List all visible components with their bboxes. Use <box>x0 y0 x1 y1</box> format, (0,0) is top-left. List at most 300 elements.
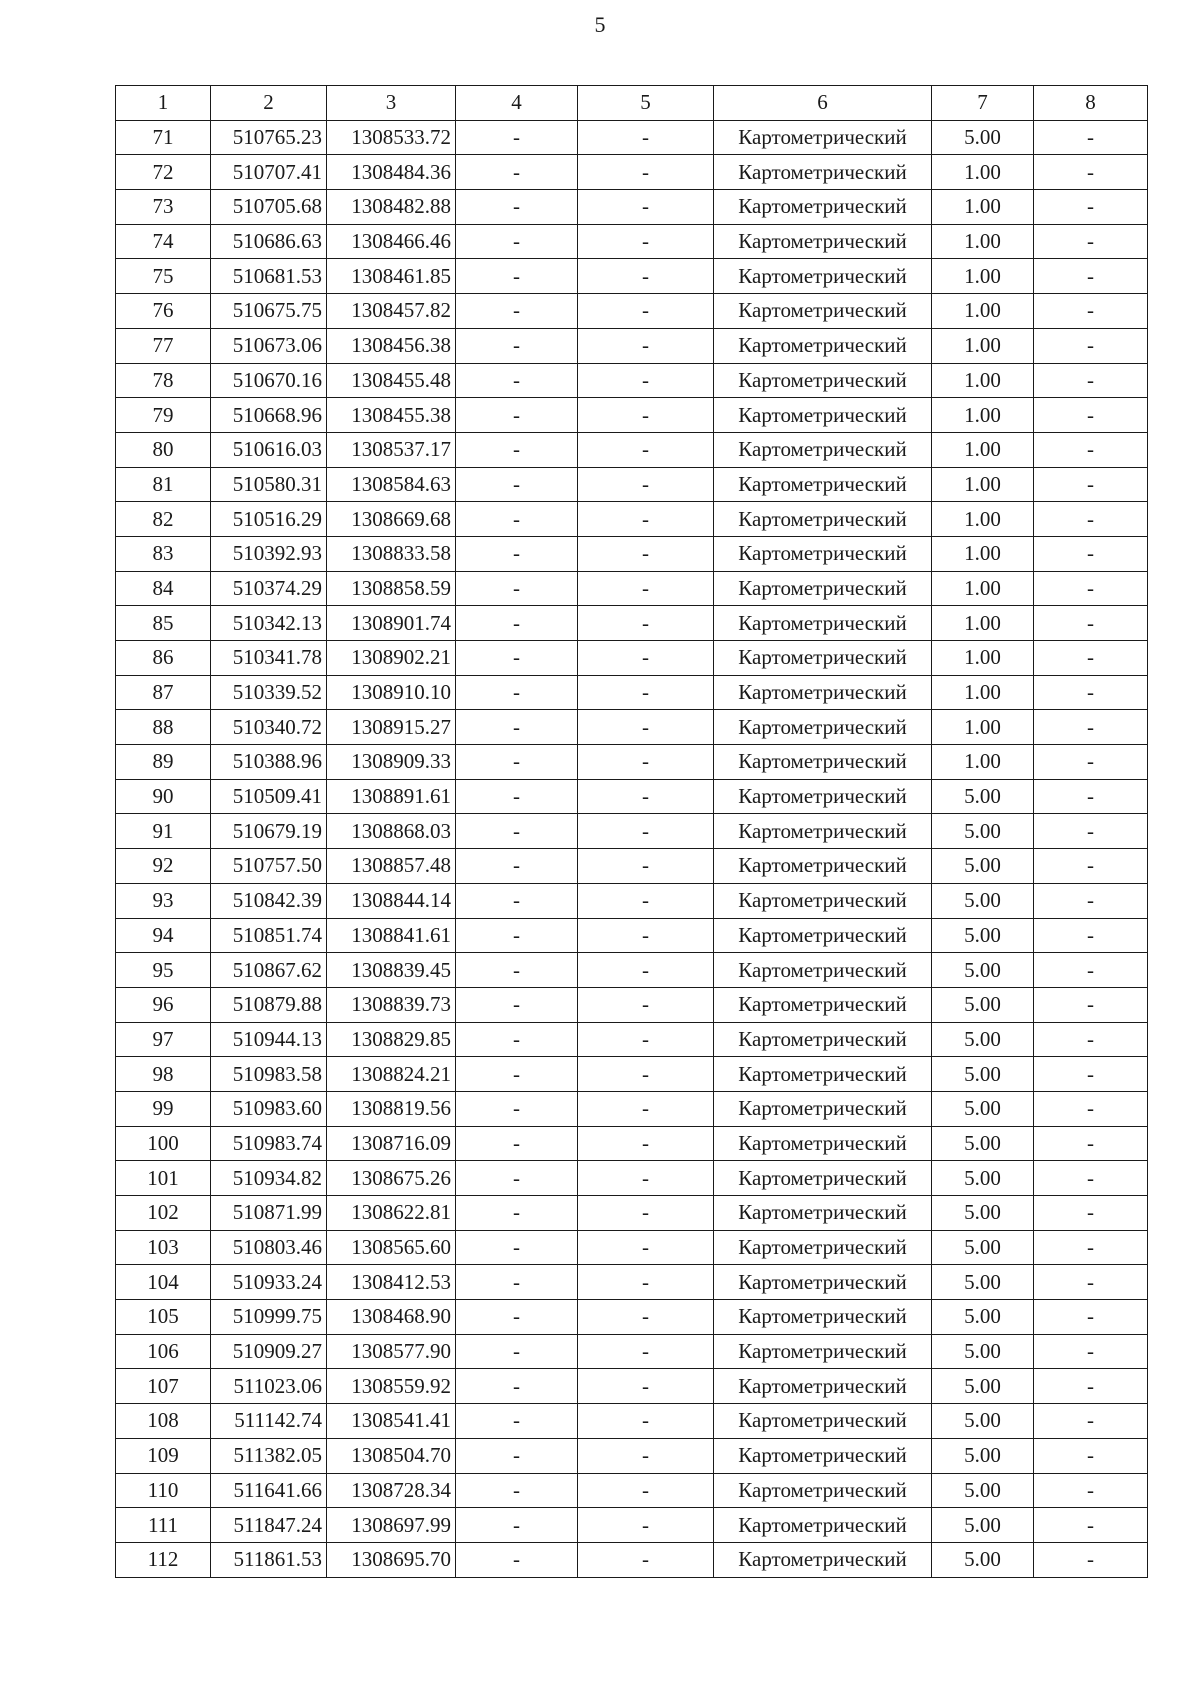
column-8-cell: - <box>1034 398 1148 433</box>
table-row <box>116 675 1148 710</box>
accuracy-cell: 1.00 <box>932 294 1034 329</box>
x-coordinate-cell: 510675.75 <box>211 294 327 329</box>
point-number-cell: 78 <box>116 363 211 398</box>
column-4-cell: - <box>456 675 578 710</box>
table-row <box>116 641 1148 676</box>
column-4-cell: - <box>456 953 578 988</box>
x-coordinate-cell: 511861.53 <box>211 1542 327 1577</box>
table-row <box>116 710 1148 745</box>
method-cell: Картометрический <box>714 1126 932 1161</box>
column-8-cell: - <box>1034 1542 1148 1577</box>
column-4-cell: - <box>456 155 578 190</box>
x-coordinate-cell: 510341.78 <box>211 641 327 676</box>
column-5-cell: - <box>578 779 714 814</box>
column-8-cell: - <box>1034 1230 1148 1265</box>
x-coordinate-cell: 510580.31 <box>211 467 327 502</box>
table-body <box>116 120 1148 1577</box>
column-8-cell: - <box>1034 779 1148 814</box>
x-coordinate-cell: 511142.74 <box>211 1404 327 1439</box>
column-4-cell: - <box>456 1300 578 1335</box>
accuracy-cell: 5.00 <box>932 1091 1034 1126</box>
column-5-cell: - <box>578 1508 714 1543</box>
table-row <box>116 1022 1148 1057</box>
column-4-cell: - <box>456 849 578 884</box>
x-coordinate-cell: 510871.99 <box>211 1196 327 1231</box>
point-number-cell: 74 <box>116 224 211 259</box>
column-8-cell: - <box>1034 432 1148 467</box>
method-cell: Картометрический <box>714 710 932 745</box>
x-coordinate-cell: 510681.53 <box>211 259 327 294</box>
point-number-cell: 86 <box>116 641 211 676</box>
column-5-cell: - <box>578 1091 714 1126</box>
table-row <box>116 1091 1148 1126</box>
table-row <box>116 155 1148 190</box>
column-5-cell: - <box>578 1161 714 1196</box>
accuracy-cell: 1.00 <box>932 710 1034 745</box>
method-cell: Картометрический <box>714 190 932 225</box>
method-cell: Картометрический <box>714 571 932 606</box>
column-5-cell: - <box>578 398 714 433</box>
column-4-cell: - <box>456 918 578 953</box>
column-8-cell: - <box>1034 1369 1148 1404</box>
accuracy-cell: 5.00 <box>932 1473 1034 1508</box>
column-4-cell: - <box>456 1091 578 1126</box>
column-5-cell: - <box>578 502 714 537</box>
column-4-cell: - <box>456 1542 578 1577</box>
accuracy-cell: 1.00 <box>932 363 1034 398</box>
method-cell: Картометрический <box>714 1334 932 1369</box>
column-5-cell: - <box>578 432 714 467</box>
column-5-cell: - <box>578 745 714 780</box>
column-4-cell: - <box>456 1508 578 1543</box>
column-8-cell: - <box>1034 918 1148 953</box>
point-number-cell: 98 <box>116 1057 211 1092</box>
table-row <box>116 328 1148 363</box>
column-5-cell: - <box>578 675 714 710</box>
table-row <box>116 814 1148 849</box>
column-4-cell: - <box>456 1334 578 1369</box>
accuracy-cell: 1.00 <box>932 432 1034 467</box>
accuracy-cell: 5.00 <box>932 1369 1034 1404</box>
column-4-cell: - <box>456 294 578 329</box>
column-4-cell: - <box>456 328 578 363</box>
y-coordinate-cell: 1308577.90 <box>327 1334 456 1369</box>
accuracy-cell: 1.00 <box>932 467 1034 502</box>
table-row <box>116 1196 1148 1231</box>
column-4-cell: - <box>456 606 578 641</box>
method-cell: Картометрический <box>714 1265 932 1300</box>
point-number-cell: 87 <box>116 675 211 710</box>
table-row <box>116 363 1148 398</box>
accuracy-cell: 1.00 <box>932 259 1034 294</box>
column-header-6: 6 <box>714 86 932 121</box>
accuracy-cell: 5.00 <box>932 1265 1034 1300</box>
table-row <box>116 398 1148 433</box>
y-coordinate-cell: 1308902.21 <box>327 641 456 676</box>
table-row <box>116 571 1148 606</box>
table-row <box>116 1473 1148 1508</box>
x-coordinate-cell: 510705.68 <box>211 190 327 225</box>
accuracy-cell: 1.00 <box>932 190 1034 225</box>
x-coordinate-cell: 510679.19 <box>211 814 327 849</box>
column-8-cell: - <box>1034 814 1148 849</box>
method-cell: Картометрический <box>714 259 932 294</box>
y-coordinate-cell: 1308455.48 <box>327 363 456 398</box>
accuracy-cell: 5.00 <box>932 1161 1034 1196</box>
table-row <box>116 1334 1148 1369</box>
table-row <box>116 1265 1148 1300</box>
point-number-cell: 75 <box>116 259 211 294</box>
column-4-cell: - <box>456 1057 578 1092</box>
column-8-cell: - <box>1034 1438 1148 1473</box>
table-row <box>116 120 1148 155</box>
x-coordinate-cell: 510983.74 <box>211 1126 327 1161</box>
column-5-cell: - <box>578 120 714 155</box>
y-coordinate-cell: 1308901.74 <box>327 606 456 641</box>
y-coordinate-cell: 1308461.85 <box>327 259 456 294</box>
accuracy-cell: 5.00 <box>932 883 1034 918</box>
column-5-cell: - <box>578 1300 714 1335</box>
coordinates-table <box>115 85 1148 1578</box>
accuracy-cell: 5.00 <box>932 1126 1034 1161</box>
column-8-cell: - <box>1034 1404 1148 1439</box>
point-number-cell: 97 <box>116 1022 211 1057</box>
column-5-cell: - <box>578 294 714 329</box>
point-number-cell: 83 <box>116 536 211 571</box>
column-4-cell: - <box>456 432 578 467</box>
point-number-cell: 91 <box>116 814 211 849</box>
column-5-cell: - <box>578 363 714 398</box>
accuracy-cell: 5.00 <box>932 1230 1034 1265</box>
column-8-cell: - <box>1034 849 1148 884</box>
column-8-cell: - <box>1034 571 1148 606</box>
column-5-cell: - <box>578 1473 714 1508</box>
point-number-cell: 85 <box>116 606 211 641</box>
x-coordinate-cell: 510909.27 <box>211 1334 327 1369</box>
column-5-cell: - <box>578 814 714 849</box>
column-5-cell: - <box>578 1230 714 1265</box>
column-5-cell: - <box>578 641 714 676</box>
method-cell: Картометрический <box>714 155 932 190</box>
column-header-8: 8 <box>1034 86 1148 121</box>
table-row <box>116 1230 1148 1265</box>
column-4-cell: - <box>456 1230 578 1265</box>
method-cell: Картометрический <box>714 432 932 467</box>
method-cell: Картометрический <box>714 398 932 433</box>
column-8-cell: - <box>1034 1265 1148 1300</box>
column-4-cell: - <box>456 363 578 398</box>
point-number-cell: 100 <box>116 1126 211 1161</box>
method-cell: Картометрический <box>714 1508 932 1543</box>
y-coordinate-cell: 1308456.38 <box>327 328 456 363</box>
column-4-cell: - <box>456 259 578 294</box>
column-8-cell: - <box>1034 987 1148 1022</box>
method-cell: Картометрический <box>714 953 932 988</box>
x-coordinate-cell: 510999.75 <box>211 1300 327 1335</box>
method-cell: Картометрический <box>714 1091 932 1126</box>
column-4-cell: - <box>456 120 578 155</box>
y-coordinate-cell: 1308839.45 <box>327 953 456 988</box>
table-row <box>116 1438 1148 1473</box>
x-coordinate-cell: 511382.05 <box>211 1438 327 1473</box>
method-cell: Картометрический <box>714 1300 932 1335</box>
table-row <box>116 883 1148 918</box>
x-coordinate-cell: 510516.29 <box>211 502 327 537</box>
method-cell: Картометрический <box>714 536 932 571</box>
column-8-cell: - <box>1034 606 1148 641</box>
column-4-cell: - <box>456 1369 578 1404</box>
y-coordinate-cell: 1308839.73 <box>327 987 456 1022</box>
column-4-cell: - <box>456 1265 578 1300</box>
column-4-cell: - <box>456 190 578 225</box>
y-coordinate-cell: 1308833.58 <box>327 536 456 571</box>
accuracy-cell: 1.00 <box>932 641 1034 676</box>
method-cell: Картометрический <box>714 779 932 814</box>
column-4-cell: - <box>456 987 578 1022</box>
table-row <box>116 1508 1148 1543</box>
accuracy-cell: 1.00 <box>932 606 1034 641</box>
table-row <box>116 1404 1148 1439</box>
x-coordinate-cell: 510851.74 <box>211 918 327 953</box>
column-5-cell: - <box>578 259 714 294</box>
column-5-cell: - <box>578 155 714 190</box>
accuracy-cell: 1.00 <box>932 398 1034 433</box>
point-number-cell: 96 <box>116 987 211 1022</box>
column-4-cell: - <box>456 779 578 814</box>
point-number-cell: 102 <box>116 1196 211 1231</box>
x-coordinate-cell: 510670.16 <box>211 363 327 398</box>
column-5-cell: - <box>578 849 714 884</box>
table-row <box>116 1542 1148 1577</box>
method-cell: Картометрический <box>714 606 932 641</box>
column-8-cell: - <box>1034 328 1148 363</box>
column-4-cell: - <box>456 1473 578 1508</box>
column-8-cell: - <box>1034 745 1148 780</box>
method-cell: Картометрический <box>714 675 932 710</box>
column-5-cell: - <box>578 190 714 225</box>
method-cell: Картометрический <box>714 467 932 502</box>
column-8-cell: - <box>1034 953 1148 988</box>
method-cell: Картометрический <box>714 120 932 155</box>
method-cell: Картометрический <box>714 1196 932 1231</box>
method-cell: Картометрический <box>714 224 932 259</box>
method-cell: Картометрический <box>714 502 932 537</box>
y-coordinate-cell: 1308675.26 <box>327 1161 456 1196</box>
column-5-cell: - <box>578 1022 714 1057</box>
point-number-cell: 101 <box>116 1161 211 1196</box>
y-coordinate-cell: 1308466.46 <box>327 224 456 259</box>
method-cell: Картометрический <box>714 1473 932 1508</box>
point-number-cell: 107 <box>116 1369 211 1404</box>
point-number-cell: 71 <box>116 120 211 155</box>
column-8-cell: - <box>1034 155 1148 190</box>
y-coordinate-cell: 1308457.82 <box>327 294 456 329</box>
point-number-cell: 92 <box>116 849 211 884</box>
table-row <box>116 918 1148 953</box>
x-coordinate-cell: 511023.06 <box>211 1369 327 1404</box>
y-coordinate-cell: 1308468.90 <box>327 1300 456 1335</box>
point-number-cell: 73 <box>116 190 211 225</box>
x-coordinate-cell: 510757.50 <box>211 849 327 884</box>
accuracy-cell: 1.00 <box>932 571 1034 606</box>
y-coordinate-cell: 1308716.09 <box>327 1126 456 1161</box>
accuracy-cell: 5.00 <box>932 1438 1034 1473</box>
method-cell: Картометрический <box>714 883 932 918</box>
y-coordinate-cell: 1308858.59 <box>327 571 456 606</box>
column-8-cell: - <box>1034 675 1148 710</box>
y-coordinate-cell: 1308829.85 <box>327 1022 456 1057</box>
column-4-cell: - <box>456 502 578 537</box>
table-row <box>116 745 1148 780</box>
method-cell: Картометрический <box>714 1404 932 1439</box>
table-row <box>116 536 1148 571</box>
x-coordinate-cell: 510879.88 <box>211 987 327 1022</box>
accuracy-cell: 1.00 <box>932 536 1034 571</box>
point-number-cell: 103 <box>116 1230 211 1265</box>
column-5-cell: - <box>578 1126 714 1161</box>
column-5-cell: - <box>578 987 714 1022</box>
column-4-cell: - <box>456 1022 578 1057</box>
accuracy-cell: 5.00 <box>932 1334 1034 1369</box>
column-4-cell: - <box>456 1126 578 1161</box>
column-4-cell: - <box>456 571 578 606</box>
accuracy-cell: 1.00 <box>932 745 1034 780</box>
y-coordinate-cell: 1308824.21 <box>327 1057 456 1092</box>
x-coordinate-cell: 510342.13 <box>211 606 327 641</box>
column-4-cell: - <box>456 1161 578 1196</box>
column-5-cell: - <box>578 1542 714 1577</box>
accuracy-cell: 5.00 <box>932 918 1034 953</box>
accuracy-cell: 1.00 <box>932 328 1034 363</box>
y-coordinate-cell: 1308891.61 <box>327 779 456 814</box>
point-number-cell: 81 <box>116 467 211 502</box>
x-coordinate-cell: 510803.46 <box>211 1230 327 1265</box>
method-cell: Картометрический <box>714 814 932 849</box>
y-coordinate-cell: 1308559.92 <box>327 1369 456 1404</box>
column-8-cell: - <box>1034 1473 1148 1508</box>
x-coordinate-cell: 510374.29 <box>211 571 327 606</box>
column-4-cell: - <box>456 467 578 502</box>
accuracy-cell: 5.00 <box>932 1022 1034 1057</box>
table-row <box>116 1161 1148 1196</box>
method-cell: Картометрический <box>714 641 932 676</box>
x-coordinate-cell: 510340.72 <box>211 710 327 745</box>
column-8-cell: - <box>1034 1508 1148 1543</box>
column-header-4: 4 <box>456 86 578 121</box>
column-4-cell: - <box>456 1438 578 1473</box>
table-row <box>116 1300 1148 1335</box>
column-5-cell: - <box>578 1438 714 1473</box>
method-cell: Картометрический <box>714 849 932 884</box>
point-number-cell: 94 <box>116 918 211 953</box>
point-number-cell: 72 <box>116 155 211 190</box>
column-5-cell: - <box>578 224 714 259</box>
x-coordinate-cell: 510867.62 <box>211 953 327 988</box>
column-8-cell: - <box>1034 1022 1148 1057</box>
y-coordinate-cell: 1308819.56 <box>327 1091 456 1126</box>
method-cell: Картометрический <box>714 1438 932 1473</box>
x-coordinate-cell: 511847.24 <box>211 1508 327 1543</box>
method-cell: Картометрический <box>714 1369 932 1404</box>
x-coordinate-cell: 510983.58 <box>211 1057 327 1092</box>
column-4-cell: - <box>456 536 578 571</box>
column-8-cell: - <box>1034 259 1148 294</box>
accuracy-cell: 5.00 <box>932 814 1034 849</box>
y-coordinate-cell: 1308841.61 <box>327 918 456 953</box>
table-row <box>116 224 1148 259</box>
column-4-cell: - <box>456 814 578 849</box>
y-coordinate-cell: 1308541.41 <box>327 1404 456 1439</box>
point-number-cell: 109 <box>116 1438 211 1473</box>
column-4-cell: - <box>456 224 578 259</box>
accuracy-cell: 5.00 <box>932 1057 1034 1092</box>
x-coordinate-cell: 510765.23 <box>211 120 327 155</box>
column-8-cell: - <box>1034 1126 1148 1161</box>
column-8-cell: - <box>1034 224 1148 259</box>
table-row <box>116 432 1148 467</box>
y-coordinate-cell: 1308622.81 <box>327 1196 456 1231</box>
column-5-cell: - <box>578 467 714 502</box>
column-8-cell: - <box>1034 641 1148 676</box>
point-number-cell: 84 <box>116 571 211 606</box>
column-8-cell: - <box>1034 363 1148 398</box>
column-8-cell: - <box>1034 120 1148 155</box>
method-cell: Картометрический <box>714 363 932 398</box>
accuracy-cell: 5.00 <box>932 1542 1034 1577</box>
column-5-cell: - <box>578 1057 714 1092</box>
x-coordinate-cell: 510686.63 <box>211 224 327 259</box>
y-coordinate-cell: 1308669.68 <box>327 502 456 537</box>
accuracy-cell: 5.00 <box>932 849 1034 884</box>
column-5-cell: - <box>578 918 714 953</box>
table-row <box>116 467 1148 502</box>
column-8-cell: - <box>1034 536 1148 571</box>
point-number-cell: 110 <box>116 1473 211 1508</box>
accuracy-cell: 5.00 <box>932 953 1034 988</box>
accuracy-cell: 5.00 <box>932 987 1034 1022</box>
point-number-cell: 80 <box>116 432 211 467</box>
point-number-cell: 93 <box>116 883 211 918</box>
y-coordinate-cell: 1308728.34 <box>327 1473 456 1508</box>
y-coordinate-cell: 1308533.72 <box>327 120 456 155</box>
accuracy-cell: 5.00 <box>932 779 1034 814</box>
x-coordinate-cell: 510339.52 <box>211 675 327 710</box>
accuracy-cell: 5.00 <box>932 1404 1034 1439</box>
point-number-cell: 88 <box>116 710 211 745</box>
column-8-cell: - <box>1034 467 1148 502</box>
table-row <box>116 987 1148 1022</box>
column-8-cell: - <box>1034 883 1148 918</box>
column-8-cell: - <box>1034 1334 1148 1369</box>
column-5-cell: - <box>578 883 714 918</box>
method-cell: Картометрический <box>714 987 932 1022</box>
method-cell: Картометрический <box>714 1542 932 1577</box>
column-header-3: 3 <box>327 86 456 121</box>
column-8-cell: - <box>1034 1196 1148 1231</box>
method-cell: Картометрический <box>714 918 932 953</box>
x-coordinate-cell: 510983.60 <box>211 1091 327 1126</box>
point-number-cell: 108 <box>116 1404 211 1439</box>
table-row <box>116 1126 1148 1161</box>
column-4-cell: - <box>456 883 578 918</box>
x-coordinate-cell: 511641.66 <box>211 1473 327 1508</box>
column-5-cell: - <box>578 606 714 641</box>
column-5-cell: - <box>578 1265 714 1300</box>
column-5-cell: - <box>578 1334 714 1369</box>
method-cell: Картометрический <box>714 328 932 363</box>
x-coordinate-cell: 510673.06 <box>211 328 327 363</box>
x-coordinate-cell: 510616.03 <box>211 432 327 467</box>
